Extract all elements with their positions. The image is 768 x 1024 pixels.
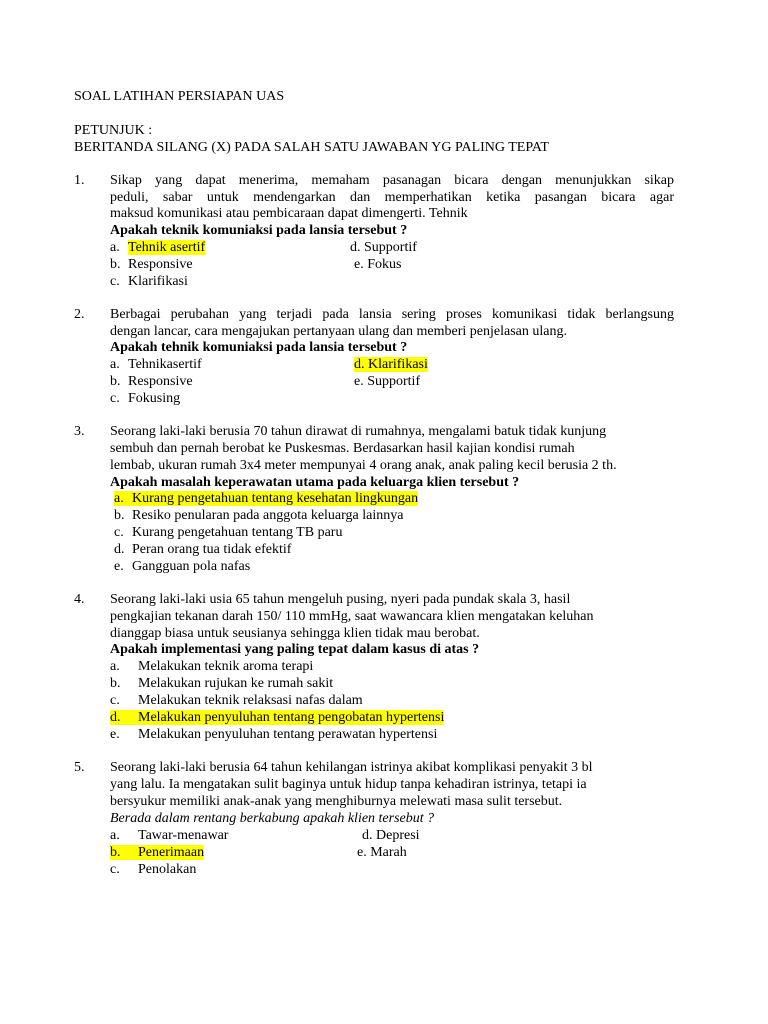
question-text-line: sembuh dan pernah berobat ke Puskesmas. Berdasarkan hasil kajian kondisi rumah: [110, 441, 575, 456]
option-letter: e.: [357, 845, 367, 860]
petunjuk-text: BERITANDA SILANG (X) PADA SALAH SATU JAWABAN YG PALING TEPAT: [74, 140, 549, 155]
question-text-line: bersyukur memiliki anak-anak yang menghiburnya melewati masa sulit tersebut.: [110, 794, 563, 809]
question-prompt: Apakah implementasi yang paling tepat dalam kasus di atas ?: [110, 642, 480, 657]
option-letter: a.: [114, 491, 124, 506]
option-text: Klarifikasi: [128, 274, 188, 289]
option-letter: d.: [354, 357, 365, 372]
question-text-line: lembab, ukuran rumah 3x4 meter mempunyai 4 orang anak, anak paling kecil berusia 2 th.: [110, 458, 617, 473]
option-letter: c.: [114, 525, 124, 540]
petunjuk-label: PETUNJUK :: [74, 123, 153, 138]
option-text: Melakukan teknik aroma terapi: [138, 659, 314, 674]
option-letter: e.: [114, 559, 124, 574]
option-text: Marah: [370, 845, 407, 860]
option-d[interactable]: [114, 542, 291, 558]
option-a[interactable]: [110, 357, 202, 373]
option-letter: d.: [362, 828, 373, 843]
option-letter: a.: [110, 240, 120, 255]
option-text: Melakukan penyuluhan tentang perawatan hypertensi: [138, 727, 438, 742]
document-title: SOAL LATIHAN PERSIAPAN UAS: [74, 89, 285, 104]
option-text: Fokus: [367, 257, 402, 272]
question-text-line: dengan lancar, cara mengajukan pertanyaan ulang dan memberi penjelasan ulang.: [110, 324, 567, 339]
question-text-line: Berbagai perubahan yang terjadi pada lansia sering proses komunikasi tidak berlangsung: [110, 307, 674, 322]
option-text: Melakukan rujukan ke rumah sakit: [138, 676, 334, 691]
option-text: Kurang pengetahuan tentang kesehatan lingkungan: [132, 491, 419, 506]
option-letter: c.: [110, 391, 120, 406]
option-a[interactable]: [114, 491, 418, 507]
question-text-line: Seorang laki-laki usia 65 tahun mengeluh pusing, nyeri pada pundak skala 3, hasil: [110, 592, 571, 607]
option-a[interactable]: [110, 240, 205, 256]
option-d[interactable]: [110, 710, 444, 726]
option-c[interactable]: [110, 693, 363, 709]
option-letter: b.: [110, 676, 121, 691]
option-a[interactable]: [110, 828, 228, 844]
option-letter: b.: [110, 257, 121, 272]
option-b[interactable]: [110, 676, 333, 692]
option-e[interactable]: [110, 727, 437, 743]
question-number: 1.: [74, 173, 85, 188]
option-text: Resiko penularan pada anggota keluarga lainnya: [132, 508, 404, 523]
option-text: Supportif: [364, 240, 417, 255]
option-text: Supportif: [367, 374, 421, 389]
question-prompt: Apakah tehnik komuniaksi pada lansia tersebut ?: [110, 340, 408, 355]
option-d[interactable]: [354, 357, 428, 373]
option-letter: b.: [110, 374, 121, 389]
question-text-line: Seorang laki-laki berusia 64 tahun kehilangan istrinya akibat komplikasi penyakit 3 bl: [110, 760, 593, 775]
option-letter: c.: [110, 693, 120, 708]
option-c[interactable]: [110, 862, 196, 878]
question-number: 3.: [74, 424, 85, 439]
option-text: Kurang pengetahuan tentang TB paru: [132, 525, 343, 540]
option-text: Tawar-menawar: [138, 828, 229, 843]
option-letter: d.: [110, 710, 121, 725]
option-text: Peran orang tua tidak efektif: [132, 542, 292, 557]
option-e[interactable]: [354, 257, 401, 273]
option-e[interactable]: [354, 374, 420, 390]
option-text: Melakukan penyuluhan tentang pengobatan hypertensi: [138, 710, 445, 725]
option-letter: c.: [110, 862, 120, 877]
question-text-line: Seorang laki-laki berusia 70 tahun dirawat di rumahnya, mengalami batuk tidak kunjung: [110, 424, 607, 439]
option-letter: a.: [110, 357, 120, 372]
option-text: Gangguan pola nafas: [132, 559, 251, 574]
option-text: Responsive: [128, 374, 193, 389]
option-letter: c.: [110, 274, 120, 289]
question-prompt: Berada dalam rentang berkabung apakah klien tersebut ?: [110, 811, 435, 826]
question-prompt: Apakah teknik komuniaksi pada lansia tersebut ?: [110, 223, 408, 238]
option-e[interactable]: [357, 845, 407, 861]
option-text: Penolakan: [138, 862, 197, 877]
option-text: Responsive: [128, 257, 193, 272]
option-b[interactable]: [110, 374, 193, 390]
question-text-line: peduli, sabar untuk mendengarkan dan memperhatikan ketika pasangan bicara agar: [110, 190, 674, 205]
question-number: 2.: [74, 307, 85, 322]
question-number: 4.: [74, 592, 85, 607]
question-text-line: yang lalu. Ia mengatakan sulit baginya untuk hidup tanpa kehadiran istrinya, tetapi ia: [110, 777, 587, 792]
option-text: Penerimaan: [138, 845, 205, 860]
option-letter: d.: [114, 542, 125, 557]
question-text-line: pengkajian tekanan darah 150/ 110 mmHg, saat wawancara klien mengatakan keluhan: [110, 609, 594, 624]
option-text: Klarifikasi: [368, 357, 428, 372]
option-letter: e.: [110, 727, 120, 742]
option-c[interactable]: [110, 391, 180, 407]
option-letter: a.: [110, 659, 120, 674]
option-e[interactable]: [114, 559, 250, 575]
option-text: Melakukan teknik relaksasi nafas dalam: [138, 693, 363, 708]
option-text: Fokusing: [128, 391, 181, 406]
option-d[interactable]: [362, 828, 420, 844]
question-text-line: maksud komunikasi atau pembicaraan dapat dimengerti. Tehnik: [110, 206, 468, 221]
question-text-line: Sikap yang dapat menerima, memaham pasanagan bicara dengan menunjukkan sikap: [110, 173, 674, 188]
option-letter: b.: [114, 508, 125, 523]
option-text: Tehnik asertif: [128, 240, 206, 255]
question-text-line: dianggap biasa untuk seusianya sehingga klien tidak mau berobat.: [110, 626, 480, 641]
question-number: 5.: [74, 760, 85, 775]
option-a[interactable]: [110, 659, 313, 675]
option-d[interactable]: [350, 240, 417, 256]
question-prompt: Apakah masalah keperawatan utama pada keluarga klien tersebut ?: [110, 475, 520, 490]
option-text: Depresi: [376, 828, 420, 843]
option-b[interactable]: [114, 508, 403, 524]
option-letter: e.: [354, 374, 364, 389]
option-b[interactable]: [110, 257, 193, 273]
option-letter: d.: [350, 240, 361, 255]
option-c[interactable]: [110, 274, 188, 290]
option-letter: b.: [110, 845, 121, 860]
option-letter: a.: [110, 828, 120, 843]
option-c[interactable]: [114, 525, 342, 541]
option-letter: e.: [354, 257, 364, 272]
option-text: Tehnikasertif: [128, 357, 202, 372]
option-b[interactable]: [110, 845, 204, 861]
